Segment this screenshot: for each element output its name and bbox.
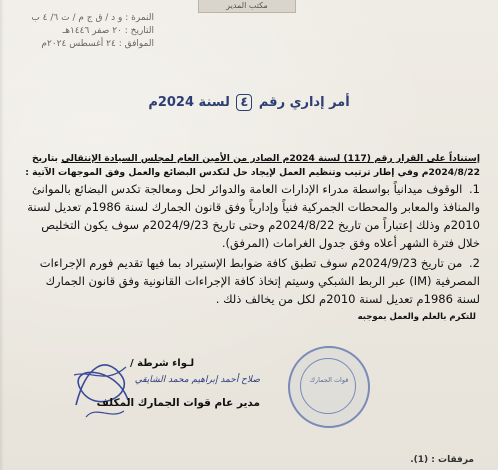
directive-item: [25, 180, 480, 252]
signatory-rank: لـواء شرطة /: [130, 358, 195, 369]
attachments-line: مرفقات : (1).: [410, 455, 474, 465]
document-title: [0, 94, 498, 111]
seal-inner-ring: [300, 358, 356, 414]
item-number: 1.: [469, 182, 480, 196]
closing-line: للتكرم بالعلم والعمل بموجبه: [357, 312, 476, 322]
preamble-rest: بتاريخ 2024/8/22م وفي إطار ترتيب وتنظيم العمل لإيجاد حل لتكدس البضائع والعمل وفق الموجهات الآتية :: [25, 153, 480, 178]
item-text: من تاريخ 2024/9/23م سوف تطبق كافة ضوابط الإستيراد بما فيها تقديم فورم الإجراءات المصرفية (IM) عبر الربط الشبكي وسيتم إتخاذ كافة الإجراءات القانونية وفق قانون الجمارك لسنة 1986م تعديل لسنة 2010م لكل من يخالف ذلك .: [39, 256, 480, 306]
office-label: مكتب المدير: [226, 1, 268, 10]
title-prefix: أمر إداري رقم: [258, 95, 350, 110]
title-suffix: لسنة 2024م: [148, 95, 230, 110]
signatory-title: مدير عام قوات الجمارك المكلف: [96, 397, 260, 409]
item-number: 2.: [469, 256, 480, 270]
reference-number: النمرة : و د / ق ج م / ت ٦/ ٤ ب: [31, 13, 154, 23]
signatory-name: صلاح أحمد إبراهيم محمد الشايقي: [134, 375, 260, 385]
title-number: ٤: [236, 94, 252, 111]
office-header: [198, 0, 296, 13]
seal-text: قوات الجمارك: [309, 376, 349, 384]
reference-hijri-date: التاريخ : ٢٠ صفر ١٤٤٦هـ: [62, 26, 154, 36]
reference-gregorian-date: الموافق : ٢٤ أغسطس ٢٠٢٤م: [41, 39, 154, 49]
directive-item: [25, 254, 480, 308]
preamble-underlined: إستناداً على القرار رقم (117) لسنة 2024م الصادر من الأمين العام لمجلس السيادة الإنتقالي: [61, 153, 480, 164]
official-seal: [288, 346, 370, 428]
page-edge-shadow: [0, 0, 4, 470]
signature-block: [60, 358, 260, 409]
preamble: [20, 152, 480, 180]
reference-block: [4, 12, 154, 51]
item-text: الوقوف ميدانياً بواسطة مدراء الإدارات العامة والدوائر لحل ومعالجة تكدس البضائع بالموانئ والمنافذ والمعابر والمحطات الجمركية فنياً وإدارياً وفق قانون الجمارك لسنة 1986م تعديل لسنة 2010م وذلك إعتباراً من تاريخ 2024/8/22م وحتى تاريخ 2024/9/23م سوف يكون التخليص خلال فترة الشهر أعلاه وفق جدول الغرامات (المرفق).: [27, 182, 480, 250]
